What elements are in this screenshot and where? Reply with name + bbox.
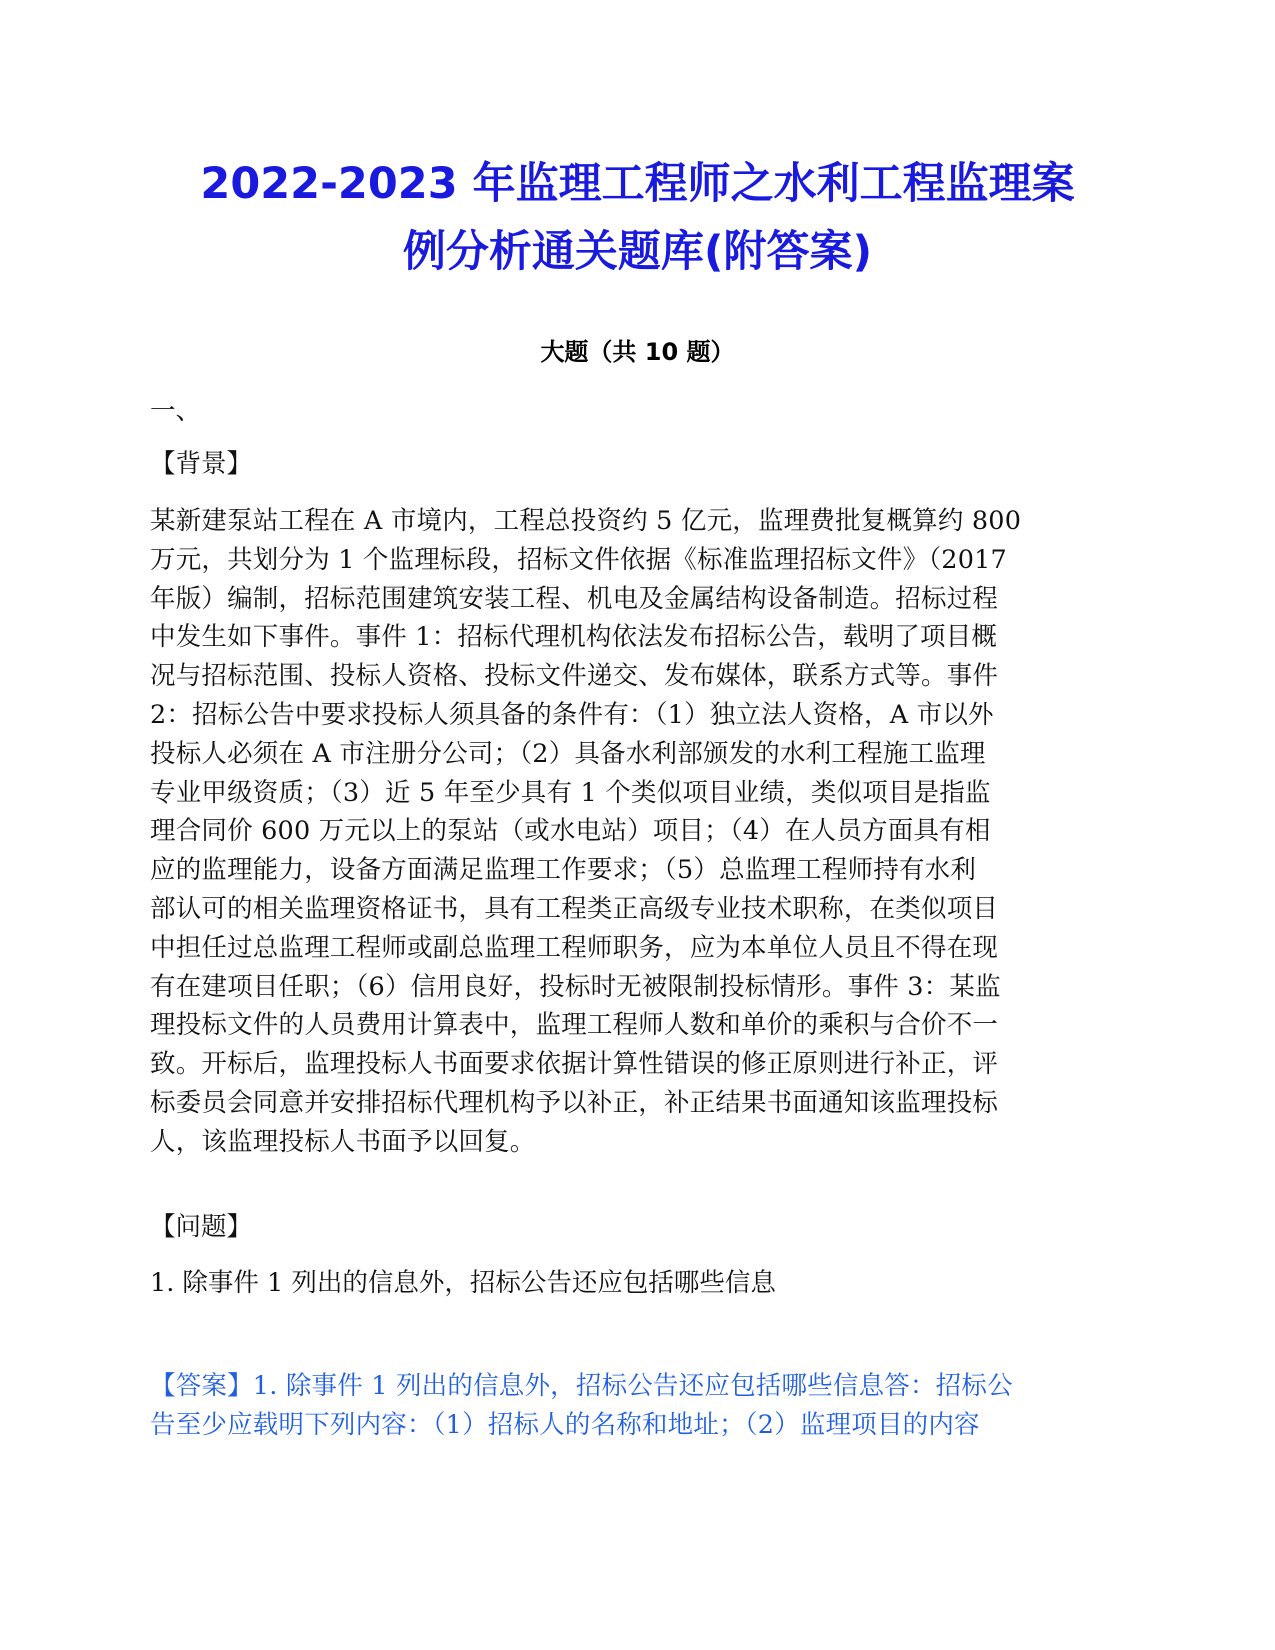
paragraph-line: 中担任过总监理工程师或副总监理工程师职务，应为本单位人员且不得在现 bbox=[150, 932, 999, 963]
section-heading: 大题（共 10 题） bbox=[540, 338, 735, 366]
paragraph-line: 理投标文件的人员费用计算表中，监理工程师人数和单价的乘积与合价不一 bbox=[150, 1010, 999, 1041]
question-number: 一、 bbox=[150, 396, 202, 426]
background-label: 【背景】 bbox=[150, 449, 253, 479]
title-line-1: 2022-2023 年监理工程师之水利工程监理案 bbox=[200, 159, 1075, 209]
paragraph-line: 应的监理能力，设备方面满足监理工作要求；（5）总监理工程师持有水利 bbox=[150, 855, 977, 886]
question-text: 1. 除事件 1 列出的信息外，招标公告还应包括哪些信息 bbox=[150, 1268, 776, 1298]
paragraph-line: 况与招标范围、投标人资格、投标文件递交、发布媒体，联系方式等。事件 bbox=[150, 661, 999, 692]
paragraph-line: 2：招标公告中要求投标人须具备的条件有：（1）独立法人资格，A 市以外 bbox=[150, 699, 994, 730]
paragraph-line: 有在建项目任职；（6）信用良好，投标时无被限制投标情形。事件 3：某监 bbox=[150, 971, 1001, 1002]
document-title bbox=[150, 150, 1125, 286]
paragraph-line: 部认可的相关监理资格证书，具有工程类正高级专业技术职称，在类似项目 bbox=[150, 893, 999, 924]
paragraph-line: 标委员会同意并安排招标代理机构予以补正，补正结果书面通知该监理投标 bbox=[150, 1087, 999, 1118]
paragraph-line: 理合同价 600 万元以上的泵站（或水电站）项目；（4）在人员方面具有相 bbox=[150, 816, 991, 847]
answer-line: 【答案】1. 除事件 1 列出的信息外，招标公告还应包括哪些信息答：招标公 bbox=[150, 1371, 1013, 1401]
paragraph-line: 专业甲级资质；（3）近 5 年至少具有 1 个类似项目业绩，类似项目是指监 bbox=[150, 777, 991, 808]
paragraph-line: 投标人必须在 A 市注册分公司；（2）具备水利部颁发的水利工程施工监理 bbox=[150, 738, 986, 769]
paragraph-line: 中发生如下事件。事件 1：招标代理机构依法发布招标公告，载明了项目概 bbox=[150, 622, 998, 653]
paragraph-line: 年版）编制，招标范围建筑安装工程、机电及金属结构设备制造。招标过程 bbox=[150, 583, 999, 614]
paragraph-line: 万元，共划分为 1 个监理标段，招标文件依据《标准监理招标文件》（2017 bbox=[150, 544, 1007, 575]
paragraph-line: 某新建泵站工程在 A 市境内，工程总投资约 5 亿元，监理费批复概算约 800 bbox=[150, 506, 1022, 536]
answer-block bbox=[150, 1367, 1125, 1445]
paragraph-line: 致。开标后，监理投标人书面要求依据计算性错误的修正原则进行补正，评 bbox=[150, 1049, 999, 1080]
question-label: 【问题】 bbox=[150, 1212, 253, 1242]
answer-line: 告至少应载明下列内容：（1）招标人的名称和地址；（2）监理项目的内容 bbox=[150, 1409, 980, 1440]
title-line-2: 例分析通关题库(附答案) bbox=[402, 227, 873, 277]
background-paragraph bbox=[150, 502, 1125, 1162]
paragraph-line: 人，该监理投标人书面予以回复。 bbox=[150, 1126, 536, 1157]
